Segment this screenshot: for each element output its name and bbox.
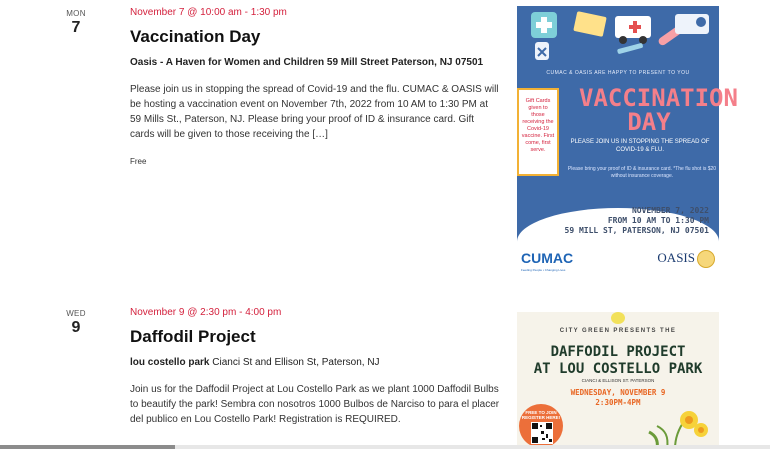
- poster-date: [549, 206, 709, 236]
- seal-icon: [697, 250, 715, 268]
- poster-gift-card-note: [517, 88, 559, 176]
- poster-date-line1: NOVEMBER 7, 2022: [631, 206, 709, 215]
- event-day-number: 9: [71, 319, 81, 336]
- event-description: Join us for the Daffodil Project at Lou Costello Park as we plant 1000 Daffodil Bulbs to beautify the park! Sembra con nosotros 1000 Bulbos de Narciso to para el placer del publico en Lou Costello Park! Registration is REQUIRED.: [130, 384, 500, 425]
- event-day-number: 7: [71, 19, 81, 36]
- poster-presents: CITY GREEN PRESENTS THE: [559, 328, 677, 334]
- event-cost: Free: [130, 157, 147, 166]
- scrollbar-thumb[interactable]: [0, 445, 175, 449]
- event-description: Please join us in stopping the spread of Covid-19 and the flu. CUMAC & OASIS will be hosting a vaccination event on November 7th, 2022 from 10 AM to 1:30 PM at 59 Mills St., Paterson, NJ. Please bring your proof of ID & insurance card. Gift cards will be given to those receiving the […]: [130, 84, 499, 140]
- poster-headline: [517, 344, 719, 378]
- poster-join-text: FREE TO JOIN REGISTER HERE!: [521, 410, 561, 420]
- event-venue-name[interactable]: lou costello park: [130, 357, 210, 368]
- oasis-logo: OASIS: [657, 250, 695, 265]
- event-featured-image-daffodil[interactable]: [517, 312, 719, 449]
- event-venue-address: Cianci St and Ellison St, Paterson, NJ: [212, 357, 380, 368]
- event-venue-name[interactable]: Oasis - A Haven for Women and Children: [130, 57, 325, 68]
- event-datetime: November 7 @ 10:00 am - 1:30 pm: [130, 7, 287, 18]
- poster-address: CIANCI & ELLISON ST. PATERSON: [581, 378, 655, 383]
- event-day-of-week: WED: [66, 309, 86, 318]
- poster-bring-text: Please bring your proof of ID & insurance card. *The flu shot is $20 without insurance coverage.: [567, 166, 717, 179]
- cumac-logo: CUMAC: [521, 250, 574, 266]
- qr-code-icon: [531, 422, 553, 444]
- poster-headline-line1: DAFFODIL PROJECT: [550, 344, 686, 360]
- medical-icons-illustration: [517, 6, 719, 66]
- event-date-tag: [60, 9, 92, 37]
- event-title-link[interactable]: Vaccination Day: [130, 27, 261, 46]
- event-datetime: November 9 @ 2:30 pm - 4:00 pm: [130, 307, 282, 318]
- daffodil-flower-icon: [645, 408, 715, 449]
- poster-date-line1: WEDNESDAY, NOVEMBER 9: [570, 388, 666, 397]
- event-day-of-week: MON: [66, 9, 86, 18]
- poster-headline-line2: AT LOU COSTELLO PARK: [533, 361, 703, 377]
- event-venue: [130, 357, 500, 368]
- poster-date-line2: FROM 10 AM TO 1:30 PM: [607, 216, 709, 225]
- poster-headline: VACCINATION DAY: [579, 84, 738, 136]
- poster-join-text: PLEASE JOIN US IN STOPPING THE SPREAD OF COVID-19 & FLU.: [570, 139, 710, 153]
- event-venue-address: 59 Mill Street Paterson, NJ 07501: [326, 57, 484, 68]
- poster-date-line3: 59 MILL ST, PATERSON, NJ 07501: [564, 226, 709, 235]
- poster-date-line2: 2:30PM-4PM: [595, 398, 641, 407]
- event-date-tag: [60, 309, 92, 337]
- event-venue: [130, 57, 500, 68]
- poster-subtitle: CUMAC & OASIS ARE HAPPY TO PRESENT TO YOU: [546, 70, 690, 76]
- horizontal-scrollbar[interactable]: [0, 445, 770, 449]
- poster-gift-card-text: Gift Cards given to those receiving the Covid-19 vaccine. First come, first serve.: [521, 98, 555, 153]
- event-title-link[interactable]: Daffodil Project: [130, 327, 256, 346]
- cumac-logo-tagline: Feeding People • Changing Lives: [521, 268, 566, 272]
- city-green-badge-icon: [611, 312, 625, 324]
- event-featured-image-vaccination[interactable]: [517, 6, 738, 274]
